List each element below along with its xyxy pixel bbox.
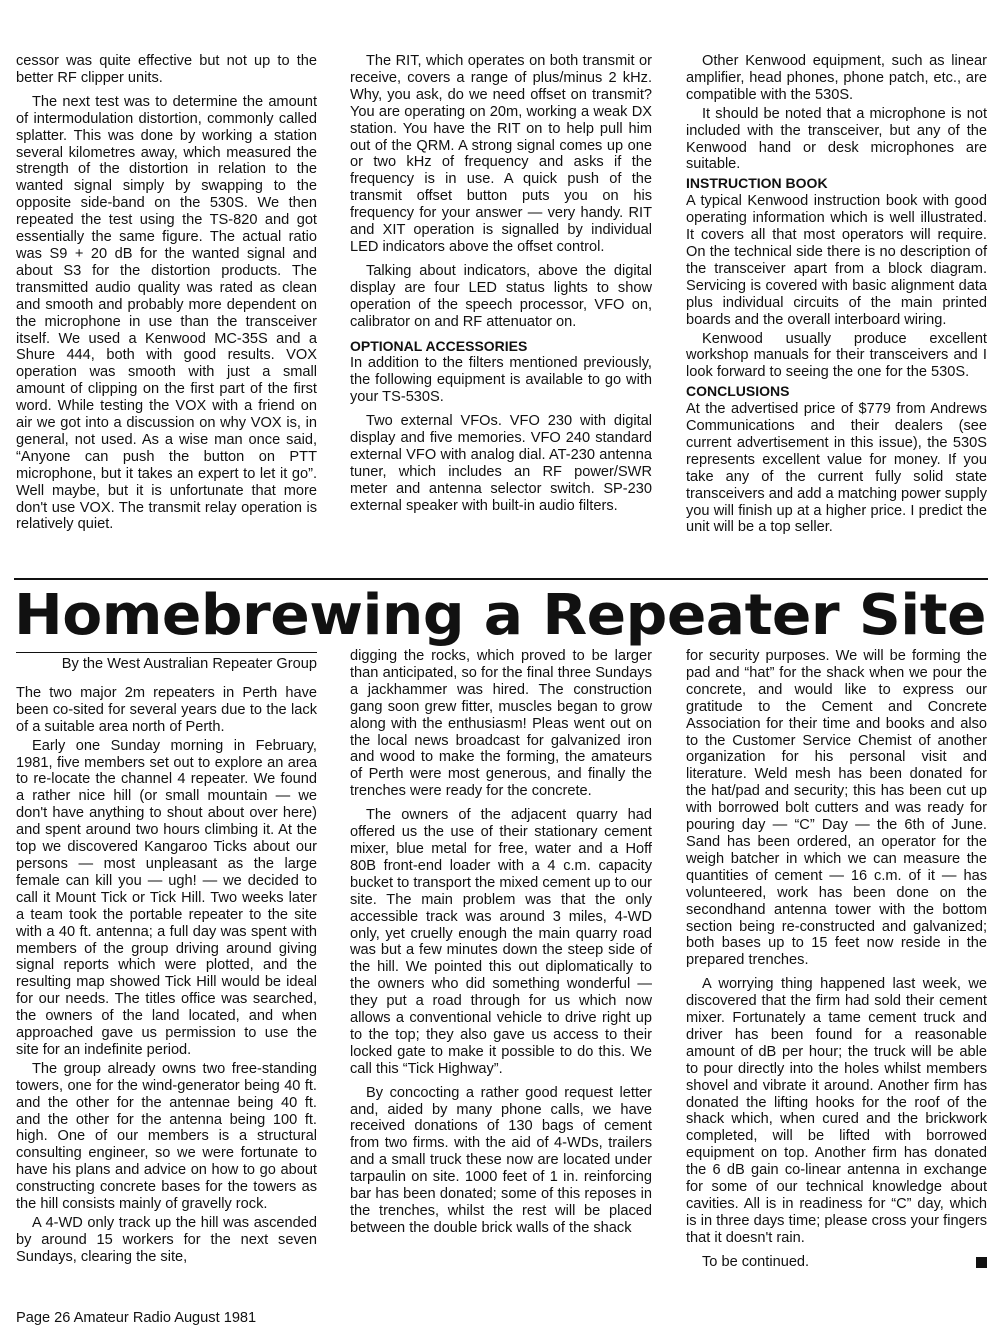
article-column-3 bbox=[686, 648, 987, 1278]
paragraph: Early one Sunday morning in February, 1981, five members set out to explore an area to re-locate the channel 4 repeater. We found a rather nice hill (or small mountain — we don't have anything to shout about over here) and spent around two hours climbing it. At the top we discovered Kangaroo Ticks about our persons — most unpleasant as the large female can kill you — ugh! — we decided to call it Mount Tick or Tick Hill. Two weeks later a team took the portable repeater to the site with a 40 ft. antenna; a full day was spent with members of the group driving around giving signal reports which were plotted, and the resulting map showed Tick Hill would be ideal for our needs. The titles office was searched, the owners of the land located, and when approached gave us permission to use the site for an indefinite period. bbox=[16, 737, 317, 1058]
paragraph: Other Kenwood equipment, such as linear amplifier, head phones, phone patch, etc., are compatible with the 530S. bbox=[686, 53, 987, 103]
byline: By the West Australian Repeater Group bbox=[61, 656, 317, 672]
paragraph: The RIT, which operates on both transmit or receive, covers a range of plus/minus 2 kHz. Why, you ask, do we need offset on transmit? You are operating on 20m, working a weak DX station. You have the RIT on to help pull him out of the QRM. A strong signal comes up one or two kHz of frequency and asks if the frequency is in use. A quick push of the transmit offset button puts you on his frequency for your answer — very handy. RIT and XIT operation is signalled by individual LED indicators above the offset control. bbox=[350, 53, 652, 255]
paragraph: At the advertised price of $779 from Andrews Communications and their dealers (see current advertisement in this issue), the 530S represents excellent value for money. If you take any of the current fully solid state transceivers and add a matching power supply you will finish up at a higher price. I predict the unit will be a top seller. bbox=[686, 401, 987, 536]
paragraph: A 4-WD only track up the hill was ascended by around 15 workers for the next seven Sundays, clearing the site, bbox=[16, 1215, 317, 1265]
end-of-article-square-icon bbox=[976, 1257, 987, 1268]
paragraph: cessor was quite effective but not up to the better RF clipper units. bbox=[16, 53, 317, 86]
paragraph: digging the rocks, which proved to be larger than anticipated, so for the final three Sundays a jackhammer was hired. The construction gang soon grew fitter, muscles began to grow along with the enthusiasm! Pleas went out on the local news broadcast for galvanized iron and wood to make the forming, the amateurs of Perth were most generous, and finally the trenches were ready for the concrete. bbox=[350, 648, 652, 800]
continued-note bbox=[686, 1254, 987, 1271]
article-headline: Homebrewing a Repeater Site bbox=[14, 583, 987, 648]
paragraph: Two external VFOs. VFO 230 with digital display and five memories. VFO 240 standard external VFO with analog dial. AT-230 antenna tuner, which includes an RF power/SWR meter and antenna selector switch. SP-230 external speaker with built-in audio filters. bbox=[350, 413, 652, 514]
review-column-1 bbox=[16, 53, 317, 540]
paragraph: The two major 2m repeaters in Perth have been co-sited for several years due to the lack of a suitable area north of Perth. bbox=[16, 684, 317, 735]
paragraph: The group already owns two free-standing towers, one for the wind-generator being 40 ft. and the other for the antennae being 40 ft. and the other for the antenna being 100 ft. high. One of our members is a structural consulting engineer, so we were fortunate to have his plans and advice on how to go about constructing concrete bases for the towers as the hill consists mainly of gravelly rock. bbox=[16, 1060, 317, 1213]
paragraph: In addition to the filters mentioned previously, the following equipment is available to go with your TS-530S. bbox=[350, 355, 652, 406]
paragraph: By concocting a rather good request letter and, aided by many phone calls, we have received donations of 130 bags of cement from two firms. with the aid of 4-WDs, trailers and a small truck these now are located under tarpaulin on site. 1000 feet of 1 in. reinforcing bar has been donated; some of this reposes in the trenches, whilst the rest will be placed between the double brick walls of the shack bbox=[350, 1084, 652, 1236]
paragraph: A typical Kenwood instruction book with good operating information which is well illustrated. It covers all that most operators will require. On the technical side there is no description of the transceiver apart from a block diagram. Servicing is covered with basic alignment data plus individual circuits of the main printed boards and the overall interboard wiring. bbox=[686, 193, 987, 328]
article-column-1 bbox=[16, 648, 317, 1273]
paragraph: It should be noted that a microphone is not included with the transceiver, but any of the Kenwood hand or desk microphones are suitable. bbox=[686, 105, 987, 173]
paragraph: for security purposes. We will be forming the pad and “hat” for the shack when we pour the concrete, and would like to express our gratitude to the Cement and Concrete Association for their time and books and also to the Customer Service Chemist of another organization for his personal visit and literature. Weld mesh has been donated for the hat/pad and security; this has been cut up with borrowed bolt cutters and was ready for pouring day — “C” Day — the 6th of June. Sand has been ordered, an operator for the weigh batcher in which we can measure the quantities of cement — 16 c.m. of it — has volunteered, work has been done on the secondhand antenna tower with the bottom section being re-constructed and galvanized; both bases up to 15 feet now reside in the prepared trenches. bbox=[686, 648, 987, 969]
continued-text: To be continued. bbox=[702, 1253, 810, 1270]
paragraph: The next test was to determine the amount of intermodulation distortion, commonly called splatter. This was done by working a station several kilometres away, which measured the strength of the distortion in relation to the wanted signal simply by swapping to the opposite side-band on the 530S. We then repeated the test using the TS-820 and got essentially the same figure. The actual ratio was S9 + 20 dB for the wanted signal and about S3 for the distortion products. The transmitted audio quality was rated as clean and smooth and probably more dependent on the microphone in use than the transceiver itself. We used a Kenwood MC-35S and a Shure 444, both with good results. VOX operation was smooth with just a small amount of clipping on the first part of the first word. While testing the VOX with a friend on air we got into a discussion on why VOX is, in general, not used. As a wise man once said, “Anyone can push the button on PTT microphone, but it takes an expert to let it go”. Well maybe, but it is unfortunate that more don't use VOX. The transmit relay operation is relatively quiet. bbox=[16, 93, 317, 533]
section-divider bbox=[14, 578, 988, 580]
review-column-3 bbox=[686, 53, 987, 543]
paragraph: The owners of the adjacent quarry had offered us the use of their stationary cement mixer, blue metal for free, water and a Hoff 80B front-end loader with a 4 c.m. capacity bucket to transport the mixed cement up to our site. The main problem was that the only accessible track was around 3 miles, 4-WD only, yet cruelly enough the main quarry road was but a few minutes down the steep side of the hill. We pointed this out diplomatically to the owners who did something wonderful — they put a road through for us which now allows a conventional vehicle to drive right up to the top; they also gave us access to their locked gate to make it possible to do this. We call this “Tick Highway”. bbox=[350, 807, 652, 1077]
article-column-2 bbox=[350, 648, 652, 1244]
paragraph: Kenwood usually produce excellent workshop manuals for their transceivers and I look forward to seeing the one for the 530S. bbox=[686, 330, 987, 381]
section-heading: OPTIONAL ACCESSORIES bbox=[350, 337, 528, 354]
paragraph: A worrying thing happened last week, we discovered that the firm had sold their cement mixer. Fortunately a tame cement truck and driver has been found for a reasonable amount of dB per hour; the truck will be able to pour directly into the holes whilst members shovel and vibrate it around. Another firm has donated the lifting hooks for the roof of the shack which, when cured and the brickwork completed, will be lifted with borrowed equipment on top. Another firm has donated the 6 dB gain co-linear antenna in exchange for some of our technical knowledge about cavities. All is in readiness for “C” day, which is in three days time; please cross your fingers that it doesn't rain. bbox=[686, 976, 987, 1246]
section-heading: INSTRUCTION BOOK bbox=[686, 175, 828, 192]
paragraph: Talking about indicators, above the digital display are four LED status lights to show operation of the speech processor, VFO on, calibrator on and RF attenuator on. bbox=[350, 262, 652, 330]
section-heading: CONCLUSIONS bbox=[686, 383, 790, 400]
review-column-2 bbox=[350, 53, 652, 522]
page-footer: Page 26 Amateur Radio August 1981 bbox=[16, 1310, 257, 1326]
